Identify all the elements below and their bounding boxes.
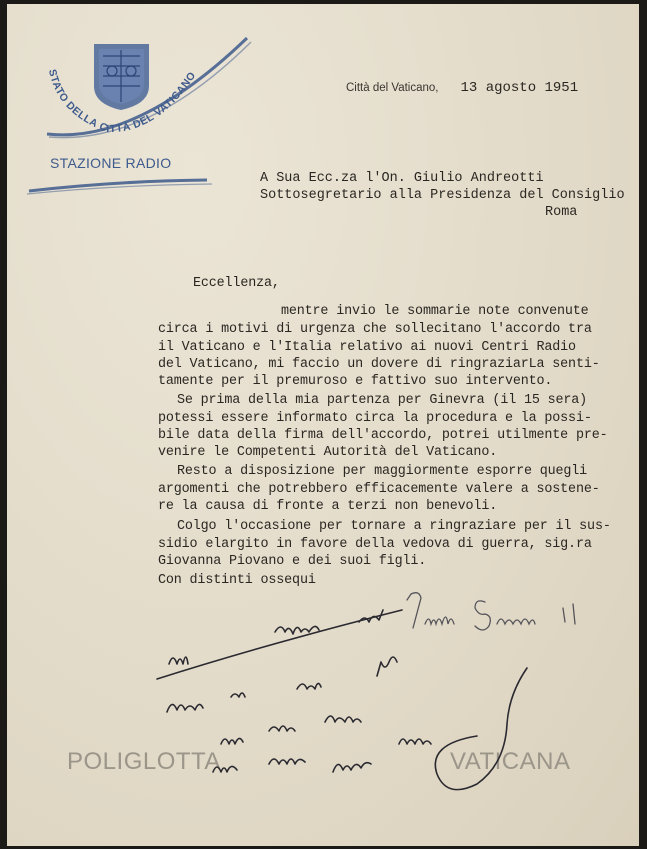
handwriting-word: [231, 693, 245, 697]
handwriting-word: [213, 766, 237, 772]
addressee-line-name: A Sua Ecc.za l'On. Giulio Andreotti: [260, 171, 544, 186]
body-line: Colgo l'occasione per tornare a ringraziare per il sus-: [177, 519, 611, 534]
body-line: potessi essere informato circa la procedura e la possi-: [158, 411, 592, 426]
handwriting-word: [399, 739, 431, 744]
addressee-line-title: Sottosegretario alla Presidenza del Consiglio: [260, 188, 625, 203]
place-label: Città del Vaticano,: [346, 82, 439, 94]
body-line: del Vaticano, mi faccio un dovere di ringraziarLa senti-: [158, 357, 600, 372]
handwriting-word: [167, 704, 203, 712]
stamp-left-text: POLIGLOTTA: [67, 748, 221, 775]
seal-text: STATO DELLA CITTÀ DEL VATICANO: [46, 68, 199, 136]
body-line: il Vaticano e l'Italia relativo ai nuovi Centri Radio: [158, 340, 576, 355]
handwriting-word: [333, 763, 371, 772]
body-line: circa i motivi di urgenza che sollecitano l'accordo tra: [158, 322, 592, 337]
body-line: argomenti che potrebbero efficacemente valere a sostene-: [158, 482, 600, 497]
body-line: re la causa di fronte a terzi non benevoli.: [158, 499, 498, 514]
body-line: venire le Competenti Autorità del Vaticano.: [158, 445, 498, 460]
handwriting-word: [377, 657, 397, 676]
handwriting-word: [169, 657, 188, 664]
body-line: bile data della firma dell'accordo, potrei utilmente pre-: [158, 428, 608, 443]
body-line: sidio elargito in favore della vedova di guerra, sig.ra: [158, 537, 592, 552]
date-label: 13 agosto 1951: [460, 80, 579, 96]
department-label: STAZIONE RADIO: [50, 155, 172, 171]
body-line: Resto a disposizione per maggiormente esporre quegli: [177, 464, 588, 479]
signature-flourish: [435, 668, 527, 790]
body-line: tamente per il premuroso e fattivo suo intervento.: [158, 374, 553, 389]
annotation-underline: [157, 610, 402, 679]
letter-page: [7, 4, 639, 846]
closing: Con distinti ossequi: [158, 573, 316, 588]
body-line: mentre invio le sommarie note convenute: [281, 304, 589, 319]
salutation: Eccellenza,: [193, 276, 280, 291]
handwriting-word: [269, 726, 295, 731]
handwriting-word: [269, 759, 305, 764]
body-line: Se prima della mia partenza per Ginevra (il 15 sera): [177, 393, 588, 408]
handwriting-word: [221, 738, 243, 744]
handwriting-word: [325, 716, 361, 722]
stamp-right-text: VATICANA: [450, 748, 571, 775]
addressee-line-city: Roma: [545, 205, 578, 220]
handwriting-word: [297, 683, 321, 689]
handwritten-annotation: [7, 4, 639, 846]
signature: [407, 593, 575, 630]
body-line: Giovanna Piovano e dei suoi figli.: [158, 554, 427, 569]
